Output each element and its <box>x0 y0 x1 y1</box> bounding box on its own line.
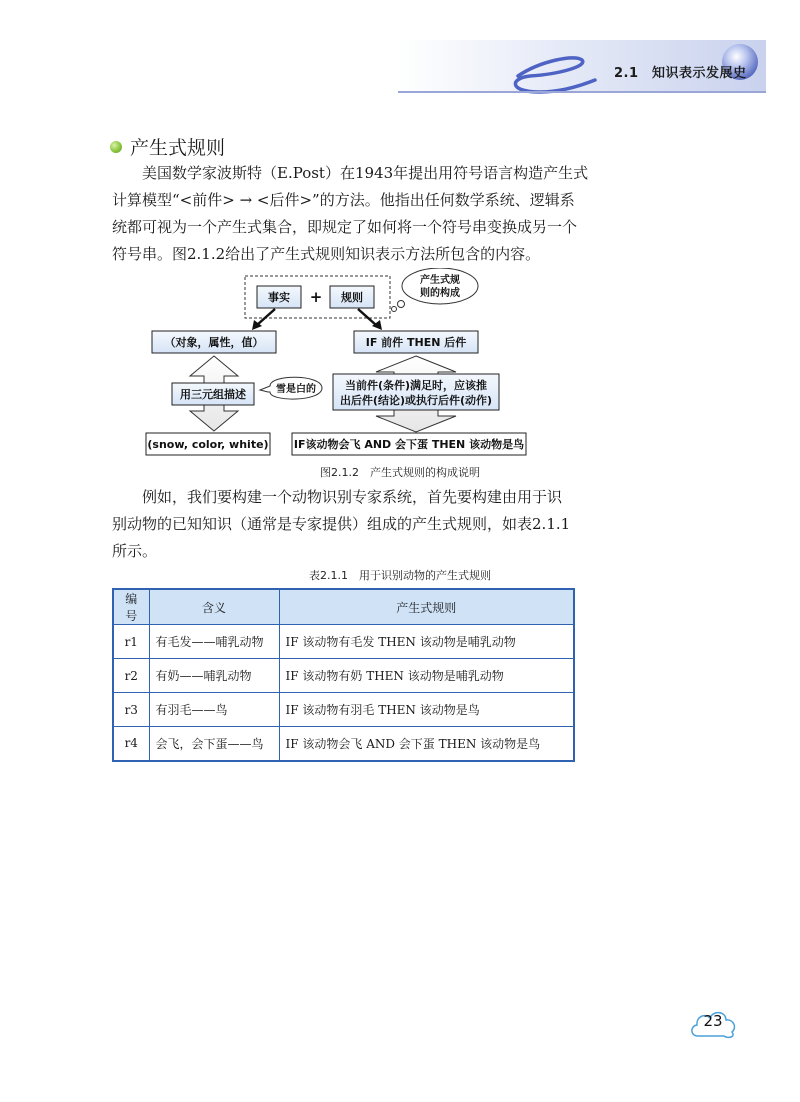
paragraph-line: 美国数学家波斯特（E.Post）在1943年提出用符号语言构造产生式 <box>142 164 589 182</box>
cell-rule: IF 该动物有毛发 THEN 该动物是哺乳动物 <box>279 625 574 659</box>
header-meaning: 含义 <box>149 589 279 625</box>
paragraph-line: 所示。 <box>112 542 158 560</box>
triple-desc-label: 用三元组描述 <box>180 388 246 401</box>
cell-rule: IF 该动物有奶 THEN 该动物是哺乳动物 <box>279 659 574 693</box>
cell-id: r4 <box>113 727 149 761</box>
section-heading <box>110 133 225 160</box>
cell-meaning: 有奶——哺乳动物 <box>149 659 279 693</box>
table-row <box>113 625 574 659</box>
cell-rule: IF 该动物有羽毛 THEN 该动物是鸟 <box>279 693 574 727</box>
header-id: 编号 <box>113 589 149 625</box>
table-caption: 表2.1.1 用于识别动物的产生式规则 <box>309 569 491 582</box>
rule-label: 规则 <box>341 291 363 304</box>
arrow-to-triple <box>257 309 275 325</box>
header-rule: 产生式规则 <box>279 589 574 625</box>
thought-text-line1: 产生式规 <box>420 275 460 286</box>
paragraph-line: 例如，我们要构建一个动物识别专家系统，首先要构建由用于识 <box>142 488 563 506</box>
cell-id: r3 <box>113 693 149 727</box>
triple-label: （对象，属性，值） <box>164 336 264 349</box>
example-paragraph <box>112 484 580 565</box>
if-then-label: IF 前件 THEN 后件 <box>365 336 467 349</box>
condition-line1: 当前件(条件)满足时，应该推 <box>344 379 488 392</box>
arrow-to-ifthen <box>358 309 376 325</box>
production-rule-diagram <box>140 268 540 464</box>
plus-sign: + <box>309 288 323 306</box>
cell-rule: IF 该动物会飞 AND 会下蛋 THEN 该动物是鸟 <box>279 727 574 761</box>
snow-bubble-text: 雪是白的 <box>276 384 316 395</box>
cell-meaning: 会飞，会下蛋——鸟 <box>149 727 279 761</box>
header-rule <box>398 91 766 93</box>
chapter-title: 2.1 知识表示发展史 <box>614 66 747 81</box>
thought-cloud <box>392 268 479 312</box>
animal-example-text: IF该动物会飞 AND 会下蛋 THEN 该动物是鸟 <box>293 438 525 451</box>
table-row <box>113 727 574 761</box>
cell-id: r1 <box>113 625 149 659</box>
intro-paragraph <box>112 160 589 268</box>
table-header-row <box>113 589 574 625</box>
cell-id: r2 <box>113 659 149 693</box>
fact-label: 事实 <box>268 291 290 304</box>
paragraph-line: 别动物的已知知识（通常是专家提供）组成的产生式规则，如表2.1.1 <box>112 515 571 533</box>
condition-line2: 出后件(结论)或执行后件(动作) <box>339 394 493 407</box>
cell-meaning: 有羽毛——鸟 <box>149 693 279 727</box>
paragraph-line: 符号串。图2.1.2给出了产生式规则知识表示方法所包含的内容。 <box>112 245 541 263</box>
page-number: 23 <box>703 1012 723 1030</box>
snow-example-text: (snow, color, white) <box>147 438 269 451</box>
table-row <box>113 659 574 693</box>
section-title: 产生式规则 <box>130 137 226 159</box>
paragraph-line: 统都可视为一个产生式集合，即规定了如何将一个符号串变换成另一个 <box>112 218 578 236</box>
cell-meaning: 有毛发——哺乳动物 <box>149 625 279 659</box>
rule-table <box>112 588 575 762</box>
green-bullet-icon <box>110 141 122 153</box>
paragraph-line: 计算模型“<前件> → <后件>”的方法。他指出任何数学系统、逻辑系 <box>112 191 575 209</box>
table-row <box>113 693 574 727</box>
thought-text-line2: 则的构成 <box>420 288 460 299</box>
figure-caption: 图2.1.2 产生式规则的构成说明 <box>320 466 480 479</box>
